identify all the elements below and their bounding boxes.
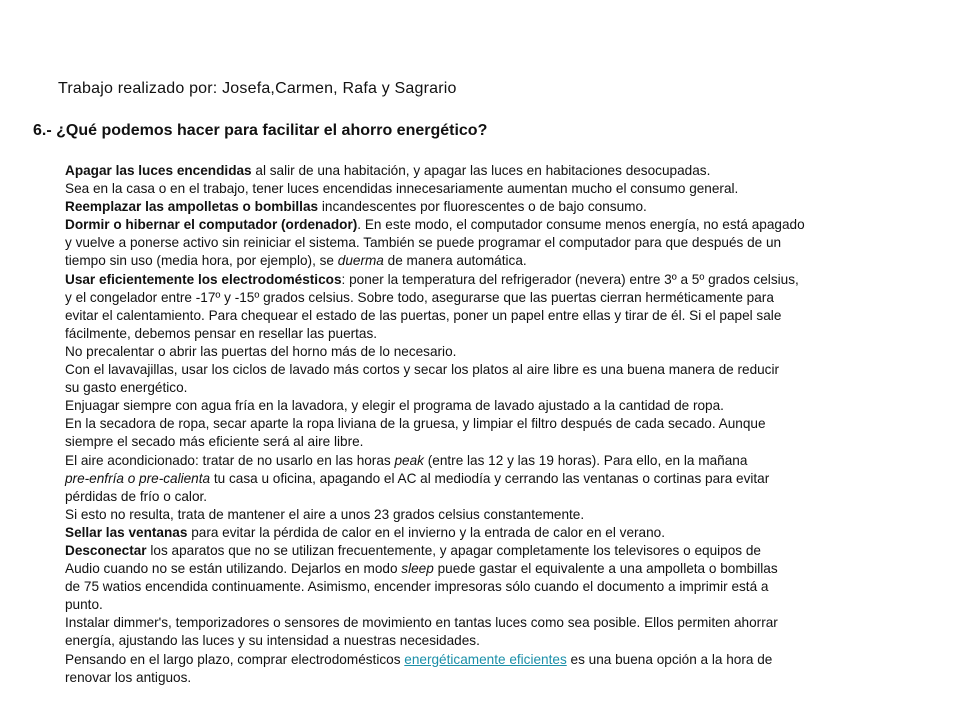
line-text: tiempo sin uso (media hora, por ejemplo), se <box>65 253 338 269</box>
line-text: El aire acondicionado: tratar de no usarlo en las horas <box>65 452 395 468</box>
line-text: los aparatos que no se utilizan frecuentemente, y apagar completamente los televisores o equipos de <box>146 542 761 558</box>
text-line <box>65 162 945 180</box>
bold-text: Dormir o hibernar el computador (ordenador) <box>65 217 358 233</box>
page-title: 6.- ¿Qué podemos hacer para facilitar el ahorro energético? <box>33 122 488 139</box>
text-line <box>65 488 945 506</box>
line-text: Sea en la casa o en el trabajo, tener luces encendidas innecesariamente aumentan mucho el consumo general. <box>65 181 739 197</box>
efficient-appliances-link[interactable]: energéticamente eficientes <box>404 651 567 667</box>
text-line <box>65 379 945 397</box>
line-text: fácilmente, debemos pensar en resellar las puertas. <box>65 325 378 341</box>
text-line <box>65 180 945 198</box>
bold-text: Reemplazar las ampolletas o bombillas <box>65 199 319 215</box>
text-line <box>65 614 945 632</box>
text-line <box>65 361 945 379</box>
text-line <box>65 578 945 596</box>
line-text: punto. <box>65 597 103 613</box>
text-line <box>65 433 945 451</box>
line-text: su gasto energético. <box>65 380 188 396</box>
text-line <box>65 343 945 361</box>
line-text: Enjuagar siempre con agua fría en la lavadora, y elegir el programa de lavado ajustado a la cantidad de ropa. <box>65 398 724 414</box>
line-text: puede gastar el equivalente a una ampolleta o bombillas <box>433 561 778 577</box>
text-line <box>65 397 945 415</box>
credit-line: Trabajo realizado por: Josefa,Carmen, Rafa y Sagrario <box>58 80 457 97</box>
line-text: Pensando en el largo plazo, comprar electrodomésticos <box>65 651 405 667</box>
line-text: para evitar la pérdida de calor en el invierno y la entrada de calor en el verano. <box>187 524 666 540</box>
line-text: renovar los antiguos. <box>65 669 192 685</box>
text-line <box>65 669 945 687</box>
text-line <box>65 651 945 669</box>
line-text: Con el lavavajillas, usar los ciclos de lavado más cortos y secar los platos al aire libre es una buena manera de reducir <box>65 362 780 378</box>
italic-text: duerma <box>337 253 384 269</box>
line-text: pérdidas de frío o calor. <box>65 488 208 504</box>
text-line <box>65 216 945 234</box>
text-line <box>65 198 945 216</box>
text-line <box>65 470 945 488</box>
body-text <box>65 162 945 687</box>
line-text: siempre el secado más eficiente será al aire libre. <box>65 434 364 450</box>
text-line <box>65 234 945 252</box>
text-line <box>65 596 945 614</box>
text-line <box>65 252 945 270</box>
line-text: al salir de una habitación, y apagar las luces en habitaciones desocupadas. <box>251 163 711 178</box>
bold-text: Sellar las ventanas <box>65 524 188 540</box>
line-text: es una buena opción a la hora de <box>566 651 773 667</box>
text-line <box>65 632 945 650</box>
text-line <box>65 506 945 524</box>
line-text: evitar el calentamiento. Para chequear el estado de las puertas, poner un papel entre ellas y tirar de él. Si el papel sale <box>65 307 782 323</box>
text-line <box>65 560 945 578</box>
text-line <box>65 524 945 542</box>
line-text: de 75 watios encendida continuamente. Asimismo, encender impresoras sólo cuando el documento a imprimir está a <box>65 579 769 595</box>
bold-text: Usar eficientemente los electrodomésticos <box>65 271 342 287</box>
text-line <box>65 289 945 307</box>
bold-text: Desconectar <box>65 542 147 558</box>
line-text: energía, ajustando las luces y su intensidad a nuestras necesidades. <box>65 633 480 649</box>
line-text: y el congelador entre -17º y -15º grados celsius. Sobre todo, asegurarse que las puertas cierran herméticamente para <box>65 289 774 305</box>
line-text: Audio cuando no se están utilizando. Dejarlos en modo <box>65 561 402 577</box>
line-text: tu casa u oficina, apagando el AC al mediodía y cerrando las ventanas o cortinas para evitar <box>210 470 770 486</box>
text-line <box>65 325 945 343</box>
line-text: Si esto no resulta, trata de mantener el aire a unos 23 grados celsius constantemente. <box>65 506 585 522</box>
text-line <box>65 452 945 470</box>
bold-text: Apagar las luces encendidas <box>65 163 252 178</box>
line-text: No precalentar o abrir las puertas del horno más de lo necesario. <box>65 343 457 359</box>
italic-text: peak <box>394 452 424 468</box>
italic-text: pre-enfría o pre-calienta <box>65 470 211 486</box>
text-line <box>65 415 945 433</box>
line-text: (entre las 12 y las 19 horas). Para ello, en la mañana <box>423 452 748 468</box>
text-line <box>65 542 945 560</box>
text-line <box>65 307 945 325</box>
line-text: de manera automática. <box>383 253 527 269</box>
line-text: y vuelve a ponerse activo sin reiniciar el sistema. También se puede programar el computador para que después de un <box>65 235 782 251</box>
italic-text: sleep <box>401 561 434 577</box>
line-text: . En este modo, el computador consume menos energía, no está apagado <box>357 217 805 233</box>
line-text: : poner la temperatura del refrigerador (nevera) entre 3º a 5º grados celsius, <box>341 271 799 287</box>
text-line <box>65 271 945 289</box>
line-text: En la secadora de ropa, secar aparte la ropa liviana de la gruesa, y limpiar el filtro después de cada secado. Aunque <box>65 416 766 432</box>
line-text: Instalar dimmer's, temporizadores o sensores de movimiento en tantas luces como sea posible. Ellos permiten ahorrar <box>65 615 778 631</box>
line-text: incandescentes por fluorescentes o de bajo consumo. <box>318 199 647 215</box>
